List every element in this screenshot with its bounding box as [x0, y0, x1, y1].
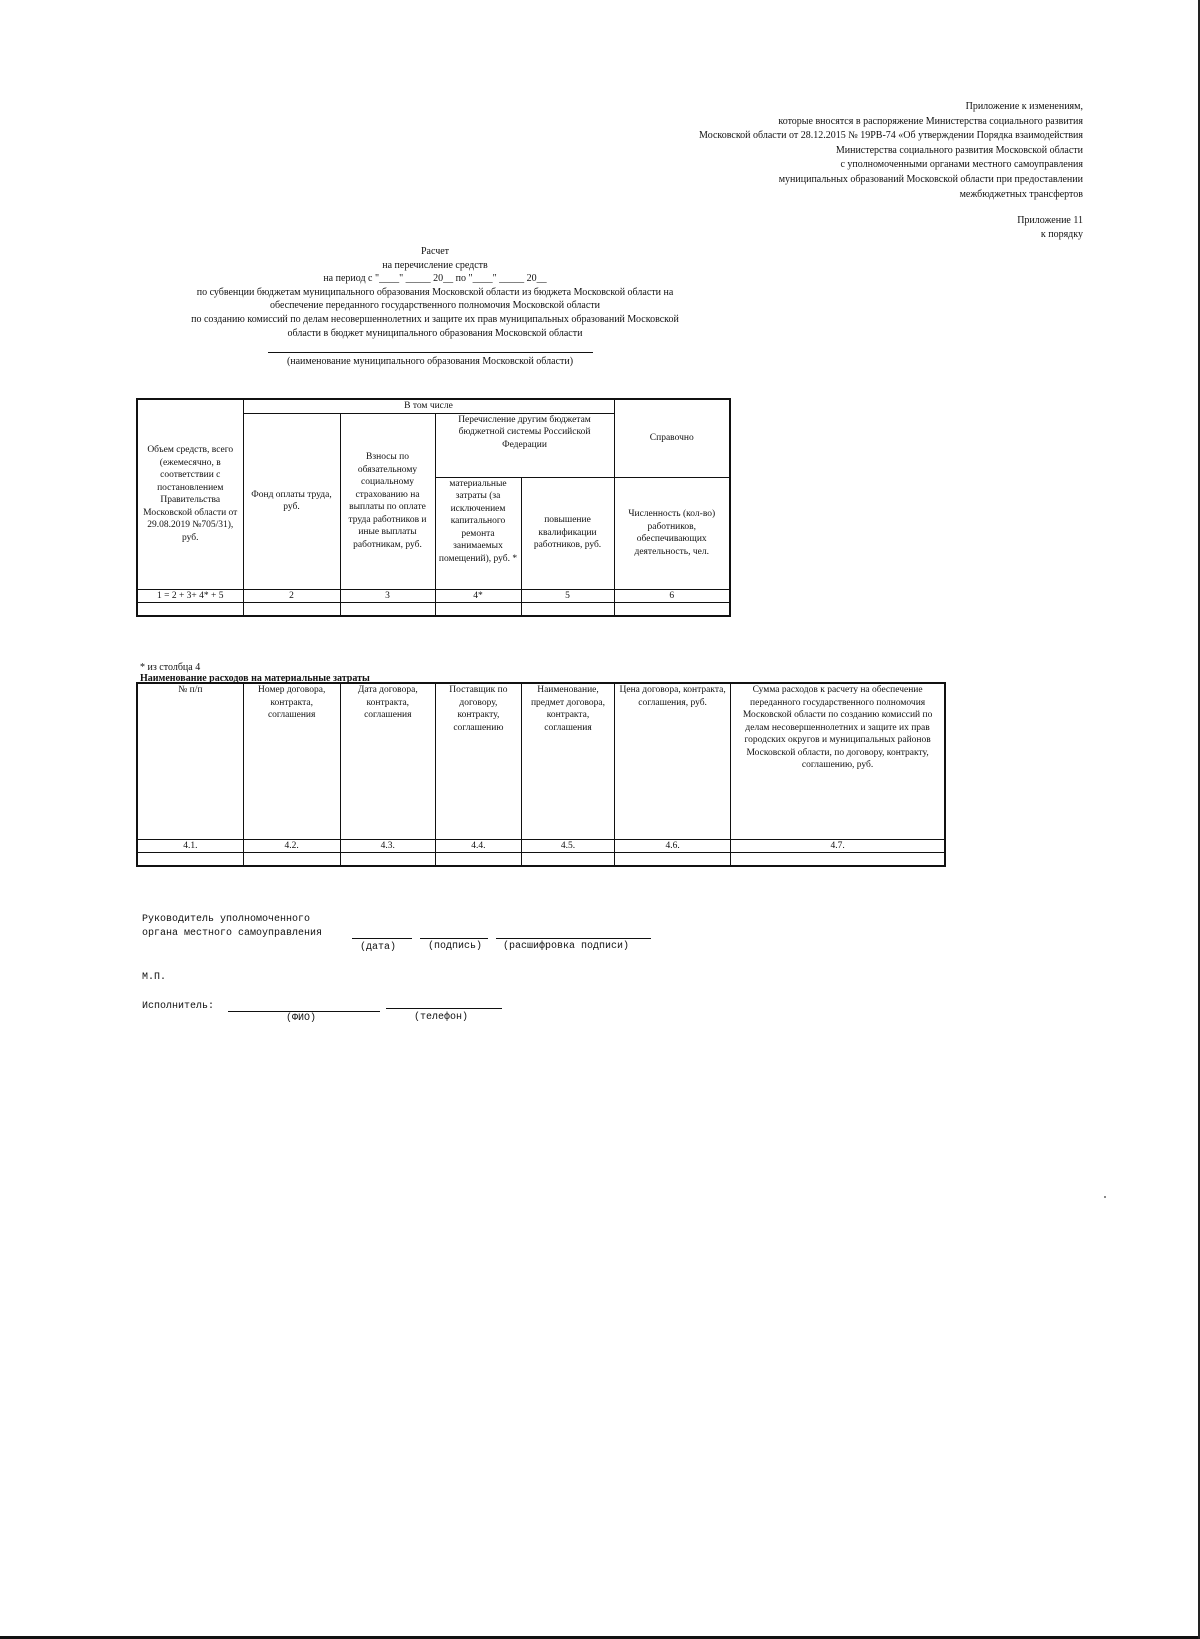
- title-line: на период с "____" _____ 20__ по "____" _____ 20__: [323, 273, 547, 285]
- header-line: с уполномоченными органами местного самоуправления: [840, 159, 1083, 171]
- empty-cell: [243, 603, 340, 616]
- header-line: Министерства социального развития Московской области: [835, 144, 1083, 156]
- empty-cell: [435, 853, 521, 866]
- title-line: по созданию комиссий по делам несовершеннолетних и защите их прав муниципальных образований Московской: [191, 313, 679, 325]
- title-line: Расчет: [420, 246, 450, 257]
- column-reference-note: * из столбца 4: [140, 662, 201, 673]
- col-staff-count: Численность (кол-во) работников, обеспечивающих деятельность, чел.: [614, 477, 730, 589]
- signature-decode-line[interactable]: [496, 938, 651, 939]
- column-number: 4*: [435, 589, 521, 603]
- empty-cell: [340, 603, 435, 616]
- column-number: 3: [340, 589, 435, 603]
- signature-line[interactable]: [420, 938, 488, 939]
- col-expense-amount: Сумма расходов к расчету на обеспечение переданного государственного полномочия Московской области по созданию комиссий по делам несовершеннолетних и защите их прав городских округов и муниципальных районов Московской области, по договору, контракту, соглашению, руб.: [731, 683, 945, 839]
- column-number: 6: [614, 589, 730, 603]
- empty-cell: [731, 853, 945, 866]
- municipality-caption: (наименование муниципального образования Московской области): [286, 356, 574, 367]
- header-line: которые вносятся в распоряжение Министерства социального развития: [778, 115, 1083, 127]
- column-number: 4.4.: [435, 839, 521, 853]
- col-wage-fund: Фонд оплаты труда, руб.: [243, 413, 340, 589]
- col-total-volume: Объем средств, всего (ежемесячно, в соответствии с постановлением Правительства Московской области от 29.08.2019 №705/31), руб.: [137, 399, 243, 589]
- column-number: 4.3.: [340, 839, 435, 853]
- municipality-underline: [268, 352, 593, 353]
- head-title-line1: Руководитель уполномоченного: [142, 914, 311, 925]
- executor-label: Исполнитель:: [142, 1001, 215, 1012]
- empty-cell: [435, 603, 521, 616]
- material-costs-table: [136, 682, 946, 867]
- column-number: 4.7.: [731, 839, 945, 853]
- col-transfers-header: Перечисление другим бюджетам бюджетной системы Российской Федерации: [435, 413, 614, 477]
- col-contract-number: Номер договора, контракта, соглашения: [243, 683, 340, 839]
- col-contract-subject: Наименование, предмет договора, контракта, соглашения: [521, 683, 614, 839]
- appendix-header: [699, 100, 1083, 202]
- empty-cell: [521, 853, 614, 866]
- table2-title: Наименование расходов на материальные затраты: [140, 673, 370, 684]
- empty-cell: [243, 853, 340, 866]
- col-training: повышение квалификации работников, руб.: [521, 477, 614, 589]
- empty-cell: [137, 853, 243, 866]
- document-title: [140, 245, 730, 340]
- col-supplier: Поставщик по договору, контракту, соглашению: [435, 683, 521, 839]
- col-contract-date: Дата договора, контракта, соглашения: [340, 683, 435, 839]
- col-insurance-contributions: Взносы по обязательному социальному страхованию на выплаты по оплате труда работников и иные выплаты работникам, руб.: [340, 413, 435, 589]
- empty-cell: [137, 603, 243, 616]
- column-number: 4.6.: [615, 839, 731, 853]
- col-contract-price: Цена договора, контракта, соглашения, руб.: [615, 683, 731, 839]
- title-line: области в бюджет муниципального образования Московской области: [287, 327, 583, 339]
- executor-name-line[interactable]: [228, 1011, 380, 1012]
- header-line: Приложение к изменениям,: [965, 101, 1083, 112]
- col-reference-header: Справочно: [614, 399, 730, 477]
- group-header-including: В том числе: [243, 399, 614, 413]
- signature-decode-caption: (расшифровка подписи): [503, 941, 630, 952]
- empty-cell: [340, 853, 435, 866]
- empty-cell: [521, 603, 614, 616]
- date-line[interactable]: [352, 938, 412, 939]
- column-number: 4.2.: [243, 839, 340, 853]
- table-row: [137, 853, 945, 866]
- executor-phone-line[interactable]: [386, 1008, 502, 1009]
- header-line: межбюджетных трансфертов: [959, 188, 1083, 200]
- appendix-number-block: [1017, 214, 1083, 242]
- column-number: 4.1.: [137, 839, 243, 853]
- fio-caption: (ФИО): [286, 1013, 317, 1024]
- appendix-to: к порядку: [1040, 229, 1083, 240]
- phone-caption: (телефон): [414, 1012, 469, 1023]
- header-line: муниципальных образований Московской области при предоставлении: [778, 173, 1083, 185]
- stamp-place: М.П.: [142, 972, 167, 983]
- signature-caption: (подпись): [428, 941, 483, 952]
- table-row: [137, 603, 730, 616]
- head-title-line2: органа местного самоуправления: [142, 928, 323, 939]
- column-number: 1 = 2 + 3+ 4* + 5: [137, 589, 243, 603]
- column-number: 2: [243, 589, 340, 603]
- title-line: на перечисление средств: [382, 259, 488, 271]
- title-line: по субвенции бюджетам муниципального образования Московской области из бюджета Московской области на: [196, 286, 674, 298]
- empty-cell: [615, 853, 731, 866]
- calculation-table: [136, 398, 731, 617]
- title-line: обеспечение переданного государственного полномочия Московской области: [269, 300, 600, 312]
- empty-cell: [614, 603, 730, 616]
- date-caption: (дата): [360, 942, 397, 953]
- appendix-number: Приложение 11: [1017, 215, 1083, 226]
- scan-speck: [1104, 1196, 1106, 1198]
- column-number: 4.5.: [521, 839, 614, 853]
- col-material-costs: материальные затраты (за исключением капитального ремонта занимаемых помещений), руб. *: [435, 477, 521, 589]
- column-number: 5: [521, 589, 614, 603]
- header-line: Московской области от 28.12.2015 № 19РВ-74 «Об утверждении Порядка взаимодействия: [699, 130, 1083, 142]
- col-item-number: № п/п: [137, 683, 243, 839]
